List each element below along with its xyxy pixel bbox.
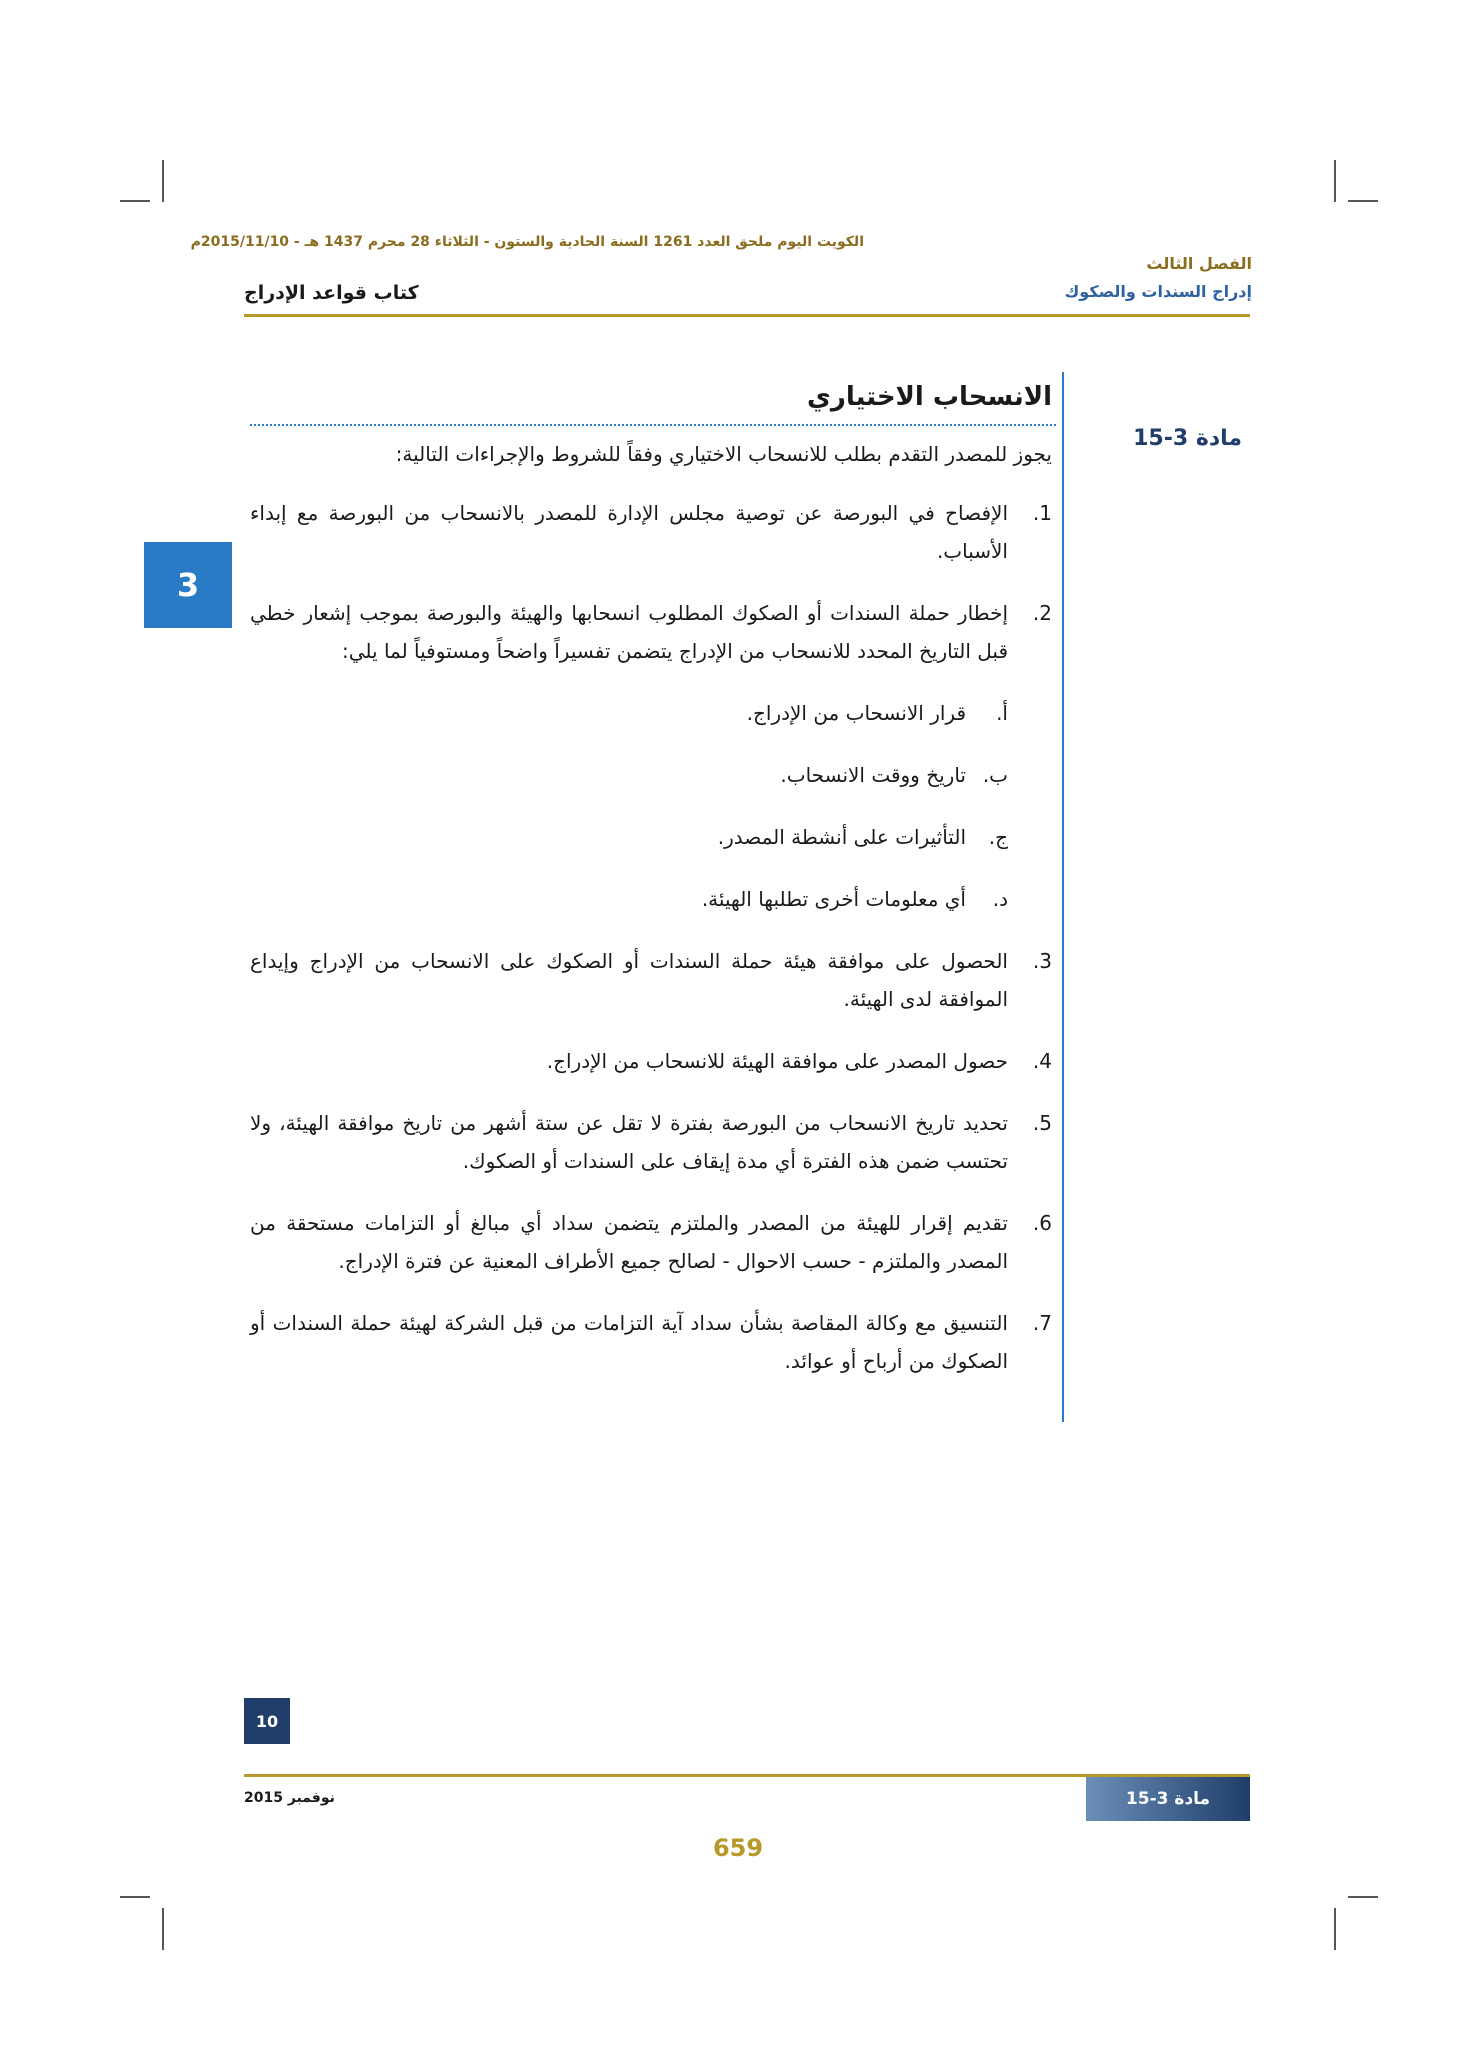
article-vertical-rule xyxy=(1062,372,1064,1422)
list-item-text: إخطار حملة السندات أو الصكوك المطلوب انسحابها والهيئة والبورصة بموجب إشعار خطي قبل التاريخ المحدد للانسحاب من الإدراج يتضمن تفسيراً واضحاً ومستوفياً لما يلي: xyxy=(250,601,1008,663)
sub-item-letter: ج. xyxy=(988,825,1008,849)
list-item xyxy=(250,1104,1056,1180)
crop-mark xyxy=(1348,200,1378,202)
footer-article-badge: مادة 3-15 xyxy=(1086,1777,1250,1821)
sub-list-item xyxy=(250,694,1012,732)
crop-mark xyxy=(162,1908,164,1950)
list-item xyxy=(250,494,1056,570)
sub-list-item xyxy=(250,880,1012,918)
crop-mark xyxy=(1348,1896,1378,1898)
sub-item-text: قرار الانسحاب من الإدراج. xyxy=(746,701,966,725)
dotted-divider xyxy=(250,424,1056,426)
list-item xyxy=(250,1304,1056,1380)
list-item-text: الحصول على موافقة هيئة حملة السندات أو الصكوك على الانسحاب من الإدراج وإيداع الموافقة لدى الهيئة. xyxy=(250,949,1008,1011)
list-item xyxy=(250,594,1056,670)
gazette-header-line: الكويت اليوم ملحق العدد 1261 السنة الحادية والستون - الثلاثاء 28 محرم 1437 هـ - 2015/11/10م xyxy=(190,234,864,250)
book-title: كتاب قواعد الإدراج xyxy=(244,282,419,304)
crop-mark xyxy=(120,1896,150,1898)
list-item-number: 5. xyxy=(1032,1111,1052,1135)
sub-item-text: التأثيرات على أنشطة المصدر. xyxy=(717,825,966,849)
sub-list-item xyxy=(250,756,1012,794)
list-item xyxy=(250,1042,1056,1080)
sub-list-item xyxy=(250,818,1012,856)
list-item xyxy=(250,1204,1056,1280)
sub-item-letter: د. xyxy=(992,887,1008,911)
gazette-page-number: 659 xyxy=(712,1834,764,1862)
article-body xyxy=(250,372,1056,1404)
list-item-number: 6. xyxy=(1032,1211,1052,1235)
sub-item-text: تاريخ ووقت الانسحاب. xyxy=(780,763,966,787)
header-divider xyxy=(244,314,1250,317)
sub-item-letter: أ. xyxy=(996,701,1008,725)
page-number: 10 xyxy=(244,1698,290,1744)
crop-mark xyxy=(120,200,150,202)
chapter-title: الفصل الثالث xyxy=(1146,254,1252,273)
sub-item-text: أي معلومات أخرى تطلبها الهيئة. xyxy=(701,887,966,911)
list-item-number: 7. xyxy=(1032,1311,1052,1335)
list-item-text: التنسيق مع وكالة المقاصة بشأن سداد آية التزامات من قبل الشركة لهيئة حملة السندات أو الصكوك من أرباح أو عوائد. xyxy=(250,1311,1008,1373)
footer-date: نوفمبر 2015 xyxy=(244,1790,335,1806)
chapter-tab: 3 xyxy=(144,542,232,628)
chapter-subtitle: إدراج السندات والصكوك xyxy=(1064,282,1252,301)
article-intro: يجوز للمصدر التقدم بطلب للانسحاب الاختياري وفقاً للشروط والإجراءات التالية: xyxy=(395,442,1052,466)
crop-mark xyxy=(1334,1908,1336,1950)
list-item-text: تحديد تاريخ الانسحاب من البورصة بفترة لا تقل عن ستة أشهر من تاريخ موافقة الهيئة، ولا تحتسب ضمن هذه الفترة أي مدة إيقاف على السندات أو الصكوك. xyxy=(250,1111,1008,1173)
list-item-number: 2. xyxy=(1032,601,1052,625)
sub-item-letter: ب. xyxy=(982,763,1008,787)
list-item-number: 1. xyxy=(1032,501,1052,525)
list-item xyxy=(250,942,1056,1018)
list-item-number: 3. xyxy=(1032,949,1052,973)
list-item-text: تقديم إقرار للهيئة من المصدر والملتزم يتضمن سداد أي مبالغ أو التزامات مستحقة من المصدر والملتزم - حسب الاحوال - لصالح جميع الأطراف المعنية عن فترة الإدراج. xyxy=(250,1211,1008,1273)
section-title: الانسحاب الاختياري xyxy=(807,382,1052,412)
list-item-number: 4. xyxy=(1032,1049,1052,1073)
crop-mark xyxy=(1334,160,1336,202)
crop-mark xyxy=(162,160,164,202)
list-item-text: حصول المصدر على موافقة الهيئة للانسحاب من الإدراج. xyxy=(546,1049,1008,1073)
list-item-text: الإفصاح في البورصة عن توصية مجلس الإدارة للمصدر بالانسحاب من البورصة مع إبداء الأسباب. xyxy=(250,501,1008,563)
article-label: مادة 3-15 xyxy=(1133,426,1242,451)
